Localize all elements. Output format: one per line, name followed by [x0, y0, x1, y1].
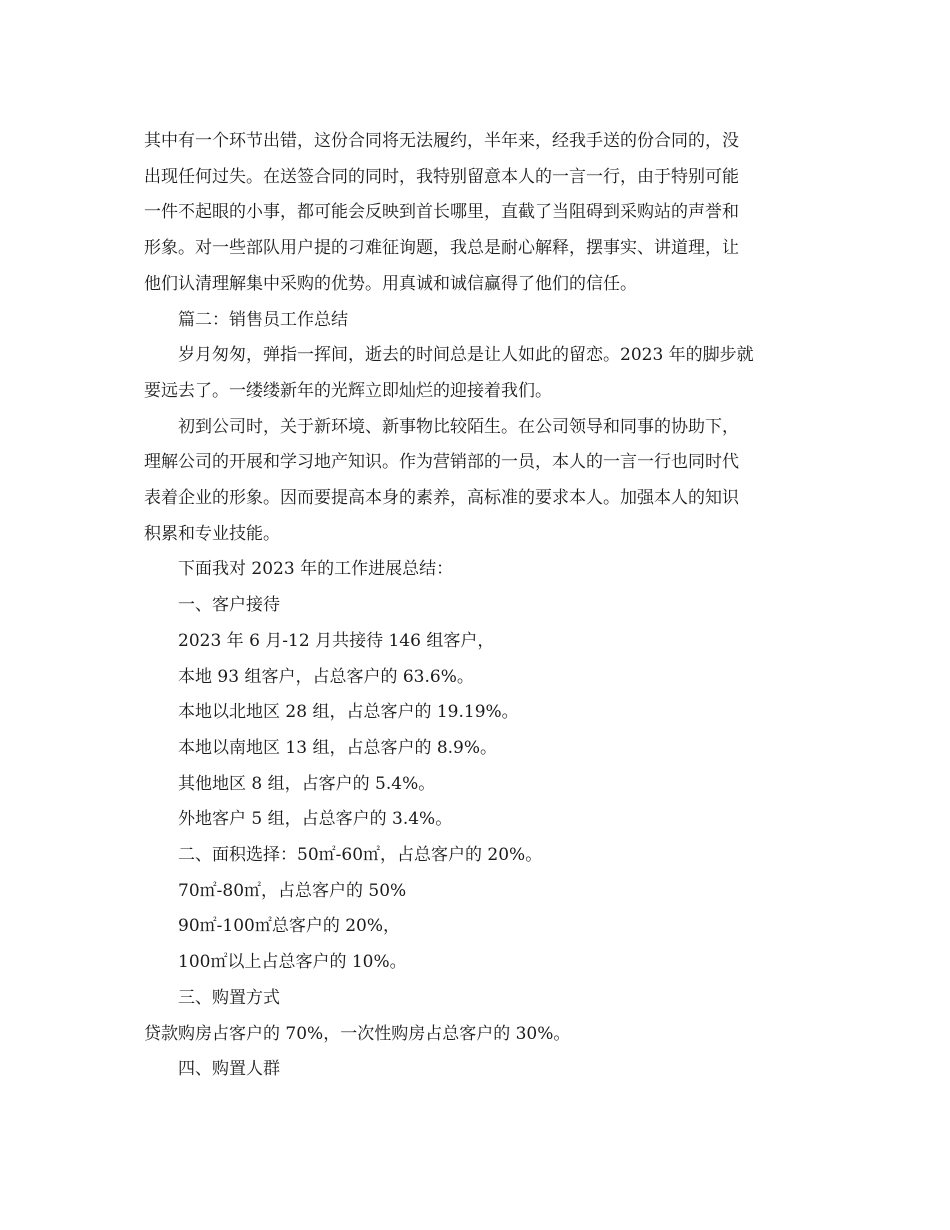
- heading-line: 篇二：销售员工作总结: [178, 309, 348, 330]
- text-line: 初到公司时，关于新环境、新事物比较陌生。在公司领导和同事的协助下，: [178, 416, 739, 437]
- area-100-plus-line: 100㎡以上占总客户的 10%。: [178, 952, 407, 973]
- text-line: 要远去了。一缕缕新年的光辉立即灿烂的迎接着我们。: [144, 380, 552, 401]
- text-line: 表着企业的形象。因而要提高本身的素养，高标准的要求本人。加强本人的知识: [144, 488, 739, 509]
- area-70-80-line: 70㎡-80㎡，占总客户的 50%: [178, 880, 407, 901]
- document-body: [144, 124, 804, 1088]
- purchase-method-line: 贷款购房占客户的 70%，一次性购房占总客户的 30%。: [144, 1023, 571, 1044]
- customer-local-line: 本地 93 组客户，占总客户的 63.6%。: [178, 666, 474, 687]
- customer-south-line: 本地以南地区 13 组，占总客户的 8.9%。: [178, 737, 498, 758]
- section-heading-customer-reception: 一、客户接待: [178, 595, 280, 616]
- paragraph-new-environment: [144, 410, 804, 553]
- text-line: 一件不起眼的小事，都可能会反映到首长哪里，直截了当阻碍到采购站的声誉和: [144, 202, 739, 223]
- text-line: 形象。对一些部队用户提的刁难征询题，我总是耐心解释，摆事实、讲道理，让: [144, 238, 739, 259]
- section-heading-purchase-method: 三、购置方式: [178, 987, 280, 1008]
- text-line: 积累和专业技能。: [144, 523, 280, 544]
- customer-other-line: 其他地区 8 组，占客户的 5.4%。: [178, 773, 436, 794]
- paragraph-intro: [144, 338, 804, 409]
- text-line: 其中有一个环节出错，这份合同将无法履约，半年来，经我手送的份合同的，没: [144, 131, 739, 151]
- section-heading-buyer-group: 四、购置人群: [178, 1059, 280, 1080]
- section-heading-part-two: [144, 303, 804, 339]
- text-line: 出现任何过失。在送签合同的同时，我特别留意本人的一言一行，由于特别可能: [144, 166, 739, 187]
- summary-intro-line: 下面我对 2023 年的工作进展总结：: [178, 559, 454, 580]
- customer-outside-line: 外地客户 5 组，占总客户的 3.4%。: [178, 809, 453, 830]
- text-line: 理解公司的开展和学习地产知识。作为营销部的一员，本人的一言一行也同时代: [144, 452, 739, 473]
- text-line: 岁月匆匆，弹指一挥间，逝去的时间总是让人如此的留恋。2023 年的脚步就: [178, 345, 754, 366]
- section-heading-area-choice: 二、面积选择：50㎡-60㎡，占总客户的 20%。: [178, 845, 543, 866]
- customer-north-line: 本地以北地区 28 组，占总客户的 19.19%。: [178, 702, 519, 723]
- area-90-100-line: 90㎡-100㎡总客户的 20%，: [178, 916, 401, 937]
- customer-total-line: 2023 年 6 月-12 月共接待 146 组客户，: [178, 630, 495, 651]
- text-line: 他们认清理解集中采购的优势。用真诚和诚信赢得了他们的信任。: [144, 273, 637, 294]
- paragraph-contract-review: [144, 124, 804, 303]
